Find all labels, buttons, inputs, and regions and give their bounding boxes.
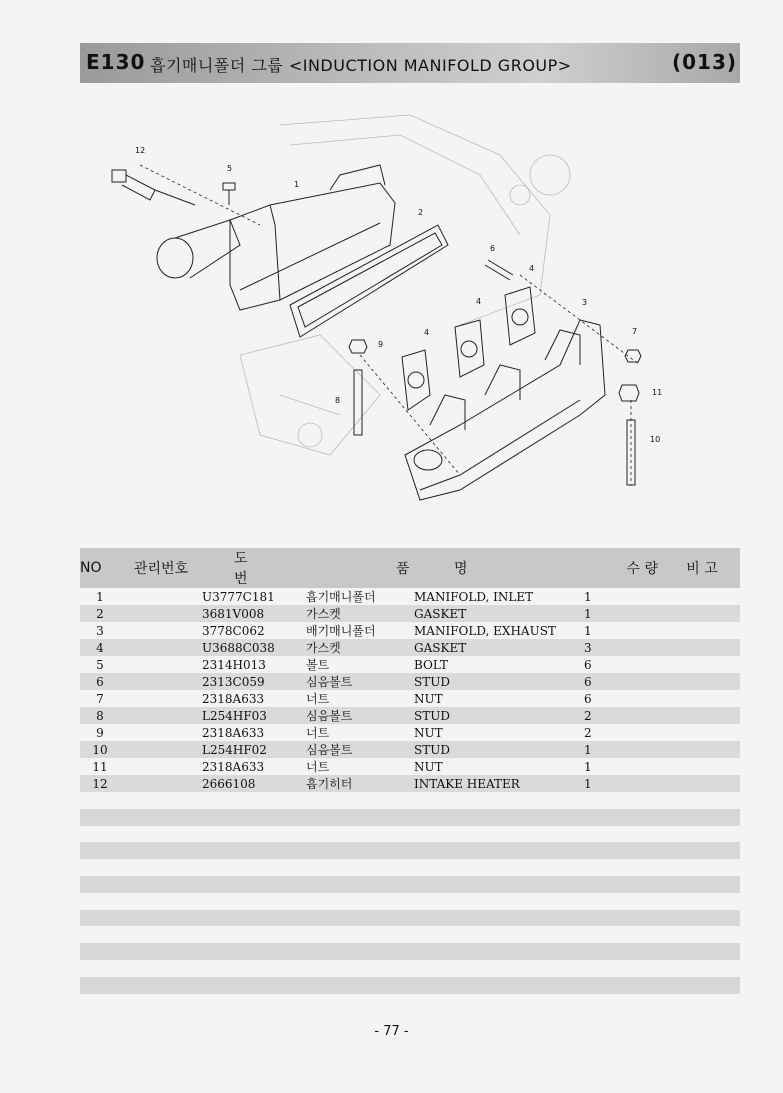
empty-table-row (80, 977, 740, 994)
svg-text:4: 4 (424, 328, 430, 337)
cell-remarks (664, 588, 740, 605)
svg-text:12: 12 (135, 146, 146, 155)
cell-no: 3 (96, 623, 104, 638)
header-number: 번 (234, 571, 248, 587)
empty-cell (584, 842, 664, 859)
cell-english-name: NUT (414, 691, 443, 706)
empty-cell (306, 893, 414, 910)
cell-korean-name: 심음볼트 (306, 741, 414, 758)
cell-part-number: 2318A633 (202, 725, 265, 740)
cell-no: 8 (80, 707, 120, 724)
cell-english-name: NUT (414, 759, 443, 774)
empty-table-row (80, 910, 740, 927)
cell-english-name: BOLT (414, 657, 448, 672)
cell-english-name: STUD (414, 673, 584, 690)
empty-cell (80, 893, 120, 910)
cell-qty: 2 (584, 707, 664, 724)
inlet-manifold-part-1 (157, 165, 395, 310)
cell-part-number: 3681V008 (202, 605, 306, 622)
empty-cell (584, 792, 664, 809)
empty-cell (306, 826, 414, 843)
cell-english-name: NUT (414, 725, 443, 740)
empty-cell (664, 792, 740, 809)
empty-cell (414, 926, 584, 943)
empty-cell (584, 910, 664, 927)
empty-table-row (80, 826, 740, 843)
empty-cell (202, 842, 306, 859)
table-header-row (80, 548, 740, 588)
empty-cell (80, 960, 120, 977)
empty-cell (664, 876, 740, 893)
empty-cell (120, 876, 202, 893)
cell-remarks (664, 724, 740, 741)
empty-cell (584, 859, 664, 876)
stud-part-6 (485, 260, 513, 280)
cell-no: 6 (80, 673, 120, 690)
cell-remarks (664, 605, 740, 622)
empty-cell (80, 859, 120, 876)
empty-cell (664, 960, 740, 977)
table-row (80, 741, 740, 758)
section-title: 흡기매니폴더 그룹 <INDUCTION MANIFOLD GROUP> (150, 56, 572, 75)
table-row (80, 690, 740, 707)
table-row (80, 673, 740, 690)
cell-english-name: GASKET (414, 639, 584, 656)
empty-table-row (80, 960, 740, 977)
empty-table-row (80, 893, 740, 910)
cell-qty: 6 (584, 657, 592, 672)
cell-mgmt-no (120, 775, 202, 792)
empty-cell (120, 809, 202, 826)
empty-cell (80, 977, 120, 994)
empty-cell (306, 977, 414, 994)
empty-table-row (80, 926, 740, 943)
header-no: NO (80, 548, 120, 588)
empty-cell (202, 977, 306, 994)
empty-cell (120, 910, 202, 927)
cell-mgmt-no (120, 724, 202, 741)
cell-mgmt-no (120, 741, 202, 758)
cell-qty: 1 (584, 589, 592, 604)
svg-text:4: 4 (476, 297, 482, 306)
cell-english-name: STUD (414, 707, 584, 724)
empty-cell (414, 809, 584, 826)
cell-korean-name: 흡기매니폴더 (306, 590, 376, 604)
cell-qty: 2 (584, 725, 592, 740)
empty-cell (414, 792, 584, 809)
header-item-label: 품 (396, 561, 410, 577)
svg-text:1: 1 (294, 180, 300, 189)
empty-cell (202, 809, 306, 826)
cell-no: 5 (96, 657, 104, 672)
empty-cell (202, 893, 306, 910)
empty-cell (202, 859, 306, 876)
cell-remarks (664, 758, 740, 775)
empty-cell (80, 842, 120, 859)
empty-cell (584, 926, 664, 943)
cell-no: 10 (80, 741, 120, 758)
empty-cell (306, 960, 414, 977)
empty-cell (414, 876, 584, 893)
cell-no: 11 (92, 759, 108, 774)
cell-qty: 1 (584, 759, 592, 774)
empty-cell (664, 893, 740, 910)
header-item (306, 548, 414, 588)
cell-korean-name: 심음볼트 (306, 673, 414, 690)
background-engine-sketch (240, 115, 570, 455)
stud-part-10 (627, 420, 635, 485)
svg-text:3: 3 (582, 298, 588, 307)
cell-remarks (664, 656, 740, 673)
empty-cell (664, 943, 740, 960)
cell-no: 12 (80, 775, 120, 792)
svg-text:2: 2 (418, 208, 424, 217)
cell-part-number: 2666108 (202, 775, 306, 792)
table-row (80, 707, 740, 724)
cell-remarks (664, 690, 740, 707)
cell-english-name: MANIFOLD, INLET (414, 589, 534, 604)
section-page-code: (013) (672, 50, 738, 74)
table-row (80, 775, 740, 792)
cell-part-number: 2313C059 (202, 673, 306, 690)
empty-cell (80, 792, 120, 809)
table-row (80, 639, 740, 656)
empty-cell (584, 809, 664, 826)
empty-table-row (80, 859, 740, 876)
cell-english-name: STUD (414, 741, 584, 758)
empty-cell (80, 826, 120, 843)
cell-qty: 1 (584, 623, 592, 638)
empty-cell (202, 960, 306, 977)
cell-qty: 3 (584, 639, 664, 656)
header-qty: 수 량 (584, 548, 664, 588)
table-row (80, 724, 740, 741)
cell-remarks (664, 639, 740, 656)
header-drawing: 도 (234, 551, 248, 567)
leader-lines (140, 165, 640, 485)
callout-labels (135, 146, 662, 444)
table-row (80, 656, 740, 673)
cell-english-name: INTAKE HEATER (414, 775, 584, 792)
svg-text:6: 6 (490, 244, 496, 253)
cell-english-name: GASKET (414, 605, 584, 622)
cell-mgmt-no (120, 690, 202, 707)
empty-cell (80, 876, 120, 893)
empty-cell (664, 859, 740, 876)
header-drawing-number (202, 548, 306, 588)
cell-korean-name: 너트 (306, 692, 330, 706)
empty-table-row (80, 792, 740, 809)
cell-english-name: MANIFOLD, EXHAUST (414, 623, 556, 638)
cell-qty: 6 (584, 691, 592, 706)
cell-qty: 1 (584, 605, 664, 622)
bolt-part-5 (223, 183, 235, 205)
cell-remarks (664, 622, 740, 639)
cell-korean-name: 흡기히터 (306, 775, 414, 792)
cell-mgmt-no (120, 673, 202, 690)
cell-remarks (664, 673, 740, 690)
empty-cell (306, 809, 414, 826)
cell-part-number: 3778C062 (202, 623, 265, 638)
empty-cell (202, 943, 306, 960)
empty-cell (584, 826, 664, 843)
cell-mgmt-no (120, 656, 202, 673)
svg-text:8: 8 (335, 396, 341, 405)
section-code: E130 (86, 50, 146, 74)
cell-remarks (664, 707, 740, 724)
svg-text:11: 11 (652, 388, 663, 397)
header-name-label: 명 (454, 561, 468, 577)
empty-cell (414, 943, 584, 960)
empty-cell (80, 910, 120, 927)
cell-part-number: 2318A633 (202, 759, 265, 774)
table-row (80, 622, 740, 639)
empty-cell (306, 943, 414, 960)
empty-cell (664, 826, 740, 843)
table-row (80, 605, 740, 622)
empty-cell (120, 842, 202, 859)
empty-cell (414, 893, 584, 910)
cell-part-number: 2318A633 (202, 691, 265, 706)
cell-qty: 1 (584, 741, 664, 758)
cell-no: 1 (96, 589, 104, 604)
cell-mgmt-no (120, 707, 202, 724)
empty-cell (664, 842, 740, 859)
cell-mgmt-no (120, 588, 202, 605)
empty-cell (414, 842, 584, 859)
inlet-gasket-part-2 (290, 225, 448, 337)
svg-text:9: 9 (378, 340, 384, 349)
header-remarks: 비 고 (664, 548, 740, 588)
empty-cell (202, 826, 306, 843)
cell-korean-name: 가스켓 (306, 639, 414, 656)
empty-cell (414, 910, 584, 927)
empty-cell (306, 876, 414, 893)
cell-mgmt-no (120, 605, 202, 622)
empty-cell (584, 943, 664, 960)
svg-text:4: 4 (529, 264, 535, 273)
cell-part-number: U3688C038 (202, 639, 306, 656)
empty-cell (202, 910, 306, 927)
svg-text:5: 5 (227, 164, 233, 173)
empty-cell (414, 826, 584, 843)
cell-no: 4 (80, 639, 120, 656)
empty-cell (202, 876, 306, 893)
empty-table-row (80, 943, 740, 960)
empty-cell (120, 960, 202, 977)
cell-part-number: 2314H013 (202, 657, 266, 672)
table-row (80, 758, 740, 775)
empty-cell (120, 943, 202, 960)
nut-part-11 (619, 385, 639, 401)
empty-cell (584, 893, 664, 910)
parts-table (80, 548, 740, 994)
empty-cell (414, 977, 584, 994)
svg-text:7: 7 (632, 327, 638, 336)
empty-cell (80, 926, 120, 943)
empty-table-row (80, 842, 740, 859)
empty-cell (584, 977, 664, 994)
empty-cell (306, 910, 414, 927)
svg-text:10: 10 (650, 435, 661, 444)
cell-remarks (664, 741, 740, 758)
empty-cell (80, 809, 120, 826)
empty-cell (306, 792, 414, 809)
page-number: - 77 - (374, 1024, 409, 1039)
empty-table-row (80, 876, 740, 893)
empty-cell (306, 842, 414, 859)
nut-part-9 (349, 340, 367, 353)
empty-cell (120, 926, 202, 943)
cell-korean-name: 배기매니폴더 (306, 624, 376, 638)
cell-mgmt-no (120, 639, 202, 656)
empty-cell (664, 977, 740, 994)
empty-cell (584, 960, 664, 977)
empty-cell (584, 876, 664, 893)
empty-cell (120, 977, 202, 994)
cell-part-number: U3777C181 (202, 589, 275, 604)
cell-korean-name: 볼트 (306, 658, 330, 672)
empty-cell (414, 960, 584, 977)
cell-mgmt-no (120, 758, 202, 775)
intake-heater-part-12 (112, 170, 195, 205)
empty-cell (306, 859, 414, 876)
parts-table-body (80, 588, 740, 994)
cell-qty: 6 (584, 673, 664, 690)
table-row (80, 588, 740, 605)
empty-cell (120, 826, 202, 843)
cell-korean-name: 가스켓 (306, 605, 414, 622)
cell-no: 2 (80, 605, 120, 622)
cell-no: 9 (96, 725, 104, 740)
cell-qty: 1 (584, 775, 664, 792)
header-name (414, 548, 584, 588)
empty-cell (306, 926, 414, 943)
empty-cell (664, 926, 740, 943)
exhaust-manifold-part-3 (405, 320, 605, 500)
empty-cell (414, 859, 584, 876)
exploded-parts-diagram (80, 95, 740, 540)
empty-table-row (80, 809, 740, 826)
header-mgmt-no: 관리번호 (120, 548, 202, 588)
empty-cell (202, 926, 306, 943)
empty-cell (120, 893, 202, 910)
cell-no: 7 (96, 691, 104, 706)
empty-cell (202, 792, 306, 809)
empty-cell (120, 859, 202, 876)
cell-korean-name: 너트 (306, 726, 330, 740)
empty-cell (664, 910, 740, 927)
empty-cell (120, 792, 202, 809)
cell-part-number: L254HF03 (202, 707, 306, 724)
empty-cell (664, 809, 740, 826)
cell-mgmt-no (120, 622, 202, 639)
cell-korean-name: 심음볼트 (306, 707, 414, 724)
cell-korean-name: 너트 (306, 760, 330, 774)
empty-cell (80, 943, 120, 960)
cell-part-number: L254HF02 (202, 741, 306, 758)
cell-remarks (664, 775, 740, 792)
